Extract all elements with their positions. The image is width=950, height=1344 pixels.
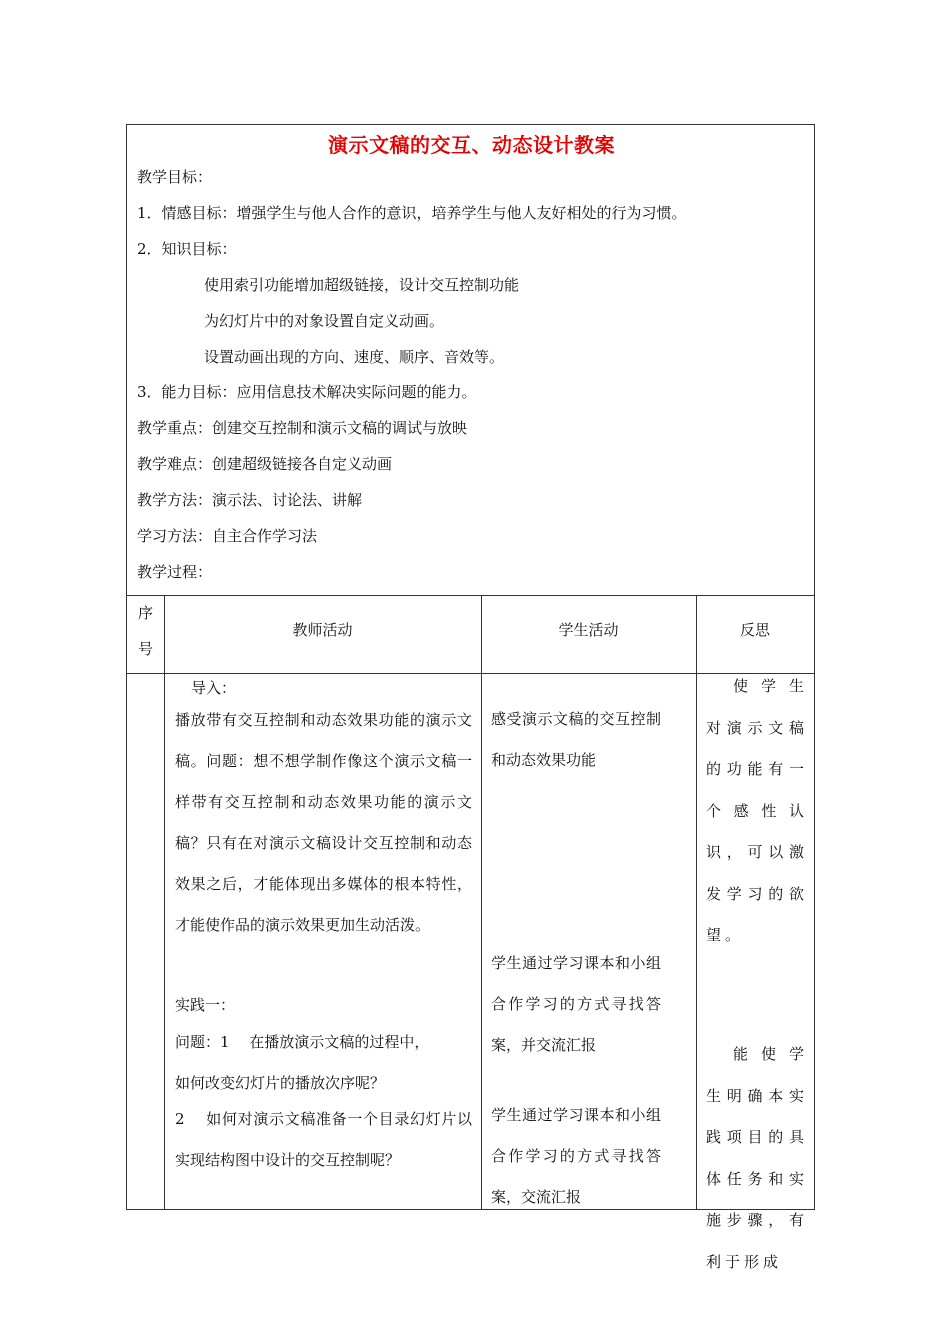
student-activity-2: 学生通过学习课本和小组合作学习的方式寻找答案，并交流汇报 (491, 954, 661, 1054)
objective-knowledge: 2．知识目标： (137, 240, 237, 258)
objective-emotion: 1．情感目标：增强学生与他人合作的意识，培养学生与他人友好相处的行为习惯。 (137, 204, 687, 222)
reflection-2: 能使学生明确本实践项目的具体任务和实施步骤，有利于形成 (706, 1045, 808, 1271)
objective-knowledge-sub-1: 使用索引功能增加超级链接，设计交互控制功能 (204, 276, 520, 294)
header-student-activity: 学生活动 (558, 621, 619, 639)
header-reflection: 反思 (739, 621, 770, 639)
difficulty: 教学难点：创建超级链接各自定义动画 (137, 455, 393, 473)
reflection-1: 使学生对演示文稿的功能有一个感性认识，可以激发学习的欲望。 (706, 677, 808, 944)
practice-label: 实践一： (175, 996, 236, 1014)
column-divider-1 (164, 595, 165, 1209)
objective-knowledge-sub-3: 设置动画出现的方向、速度、顺序、音效等。 (204, 348, 505, 366)
key-point: 教学重点：创建交互控制和演示文稿的调试与放映 (137, 419, 468, 437)
question-2: 2 如何对演示文稿准备一个目录幻灯片以实现结构图中设计的交互控制呢？ (175, 1110, 472, 1169)
column-divider-3 (696, 595, 697, 1209)
header-seq-b: 号 (137, 640, 153, 658)
objectives-heading: 教学目标： (137, 168, 213, 186)
learning-method: 学习方法：自主合作学习法 (137, 527, 318, 545)
question-1-a: 问题：1 在播放演示文稿的过程中， (175, 1033, 430, 1051)
header-seq-a: 序 (137, 604, 153, 622)
lesson-plan-frame (126, 124, 815, 1271)
header-seq (127, 599, 164, 663)
process-heading: 教学过程： (137, 563, 213, 581)
objective-ability: 3．能力目标：应用信息技术解决实际问题的能力。 (137, 383, 477, 401)
header-teacher-activity: 教师活动 (292, 621, 353, 639)
teaching-method: 教学方法：演示法、讨论法、讲解 (137, 491, 363, 509)
student-activity-1: 感受演示文稿的交互控制和动态效果功能 (491, 710, 661, 769)
intro-text: 播放带有交互控制和动态效果功能的演示文稿。问题：想不想学制作像这个演示文稿一样带有交互控制和动态效果功能的演示文稿？只有在对演示文稿设计交互控制和动态效果之后，才能体现出多媒体的根本特性，才能使作品的演示效果更加生动活泼。 (175, 711, 472, 934)
objective-knowledge-sub-2: 为幻灯片中的对象设置自定义动画。 (204, 312, 445, 330)
student-activity-3: 学生通过学习课本和小组合作学习的方式寻找答案，交流汇报 (491, 1106, 661, 1206)
document-title: 演示文稿的交互、动态设计教案 (328, 133, 615, 157)
intro-label: 导入： (191, 679, 237, 697)
question-1-b: 如何改变幻灯片的播放次序呢？ (175, 1074, 386, 1092)
column-divider-2 (481, 595, 482, 1209)
table-top-border (127, 595, 814, 596)
